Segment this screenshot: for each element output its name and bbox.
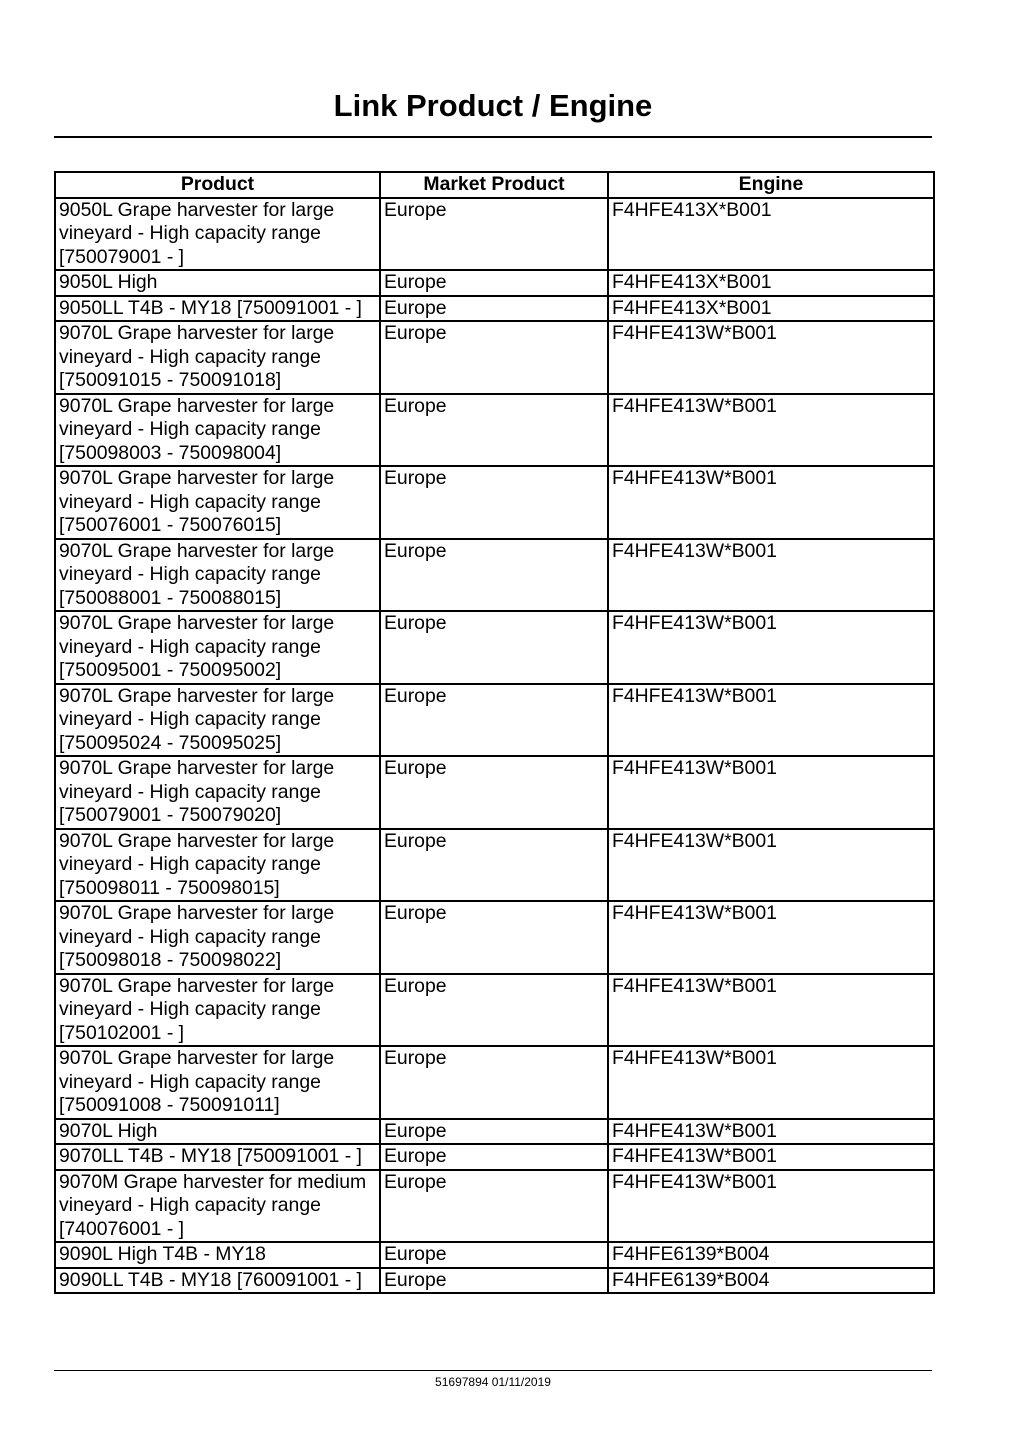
cell-product: 9070L High [55, 1119, 380, 1145]
cell-product: 9070L Grape harvester for large vineyard - High capacity range [750079001 - 750079020] [55, 756, 380, 829]
table-row [55, 974, 934, 1047]
cell-market-product: Europe [380, 756, 608, 829]
table-row [55, 1144, 934, 1170]
table-row [55, 756, 934, 829]
cell-engine: F4HFE413W*B001 [608, 756, 934, 829]
cell-market-product: Europe [380, 1242, 608, 1268]
table-row [55, 539, 934, 612]
table-row [55, 198, 934, 271]
table-row [55, 1242, 934, 1268]
cell-engine: F4HFE413W*B001 [608, 466, 934, 539]
footer-divider [54, 1370, 932, 1371]
title-divider [54, 136, 932, 138]
cell-market-product: Europe [380, 1144, 608, 1170]
table-row [55, 321, 934, 394]
cell-market-product: Europe [380, 901, 608, 974]
cell-market-product: Europe [380, 466, 608, 539]
cell-product: 9090L High T4B - MY18 [55, 1242, 380, 1268]
cell-product: 9070L Grape harvester for large vineyard - High capacity range [750091015 - 750091018] [55, 321, 380, 394]
cell-engine: F4HFE413W*B001 [608, 1046, 934, 1119]
cell-product: 9070L Grape harvester for large vineyard - High capacity range [750095001 - 750095002] [55, 611, 380, 684]
cell-engine: F4HFE413W*B001 [608, 321, 934, 394]
cell-engine: F4HFE413X*B001 [608, 296, 934, 322]
table-row [55, 829, 934, 902]
cell-market-product: Europe [380, 974, 608, 1047]
cell-market-product: Europe [380, 684, 608, 757]
cell-product: 9070L Grape harvester for large vineyard - High capacity range [750098011 - 750098015] [55, 829, 380, 902]
cell-product: 9070L Grape harvester for large vineyard - High capacity range [750102001 - ] [55, 974, 380, 1047]
cell-engine: F4HFE413W*B001 [608, 829, 934, 902]
cell-engine: F4HFE413W*B001 [608, 611, 934, 684]
cell-engine: F4HFE6139*B004 [608, 1242, 934, 1268]
cell-market-product: Europe [380, 611, 608, 684]
table-header-row [55, 172, 934, 198]
cell-engine: F4HFE413W*B001 [608, 394, 934, 467]
table-row [55, 684, 934, 757]
product-engine-table [54, 171, 935, 1294]
cell-engine: F4HFE413W*B001 [608, 684, 934, 757]
cell-product: 9070M Grape harvester for medium vineyard - High capacity range [740076001 - ] [55, 1170, 380, 1243]
table-row [55, 270, 934, 296]
cell-product: 9070L Grape harvester for large vineyard - High capacity range [750095024 - 750095025] [55, 684, 380, 757]
cell-product: 9070L Grape harvester for large vineyard - High capacity range [750091008 - 750091011] [55, 1046, 380, 1119]
cell-engine: F4HFE413W*B001 [608, 901, 934, 974]
cell-market-product: Europe [380, 829, 608, 902]
cell-market-product: Europe [380, 1170, 608, 1243]
cell-market-product: Europe [380, 321, 608, 394]
cell-engine: F4HFE413W*B001 [608, 974, 934, 1047]
cell-engine: F4HFE413W*B001 [608, 1170, 934, 1243]
table-row [55, 394, 934, 467]
table-row [55, 1268, 934, 1294]
table-row [55, 1170, 934, 1243]
cell-engine: F4HFE6139*B004 [608, 1268, 934, 1294]
cell-market-product: Europe [380, 296, 608, 322]
table-row [55, 901, 934, 974]
cell-product: 9050LL T4B - MY18 [750091001 - ] [55, 296, 380, 322]
cell-engine: F4HFE413W*B001 [608, 539, 934, 612]
cell-product: 9070L Grape harvester for large vineyard - High capacity range [750098018 - 750098022] [55, 901, 380, 974]
table-row [55, 1046, 934, 1119]
cell-engine: F4HFE413X*B001 [608, 198, 934, 271]
column-header-product: Product [55, 172, 380, 198]
cell-market-product: Europe [380, 270, 608, 296]
cell-product: 9070L Grape harvester for large vineyard - High capacity range [750098003 - 750098004] [55, 394, 380, 467]
cell-engine: F4HFE413W*B001 [608, 1144, 934, 1170]
cell-market-product: Europe [380, 198, 608, 271]
table-row [55, 296, 934, 322]
cell-market-product: Europe [380, 1046, 608, 1119]
cell-market-product: Europe [380, 1119, 608, 1145]
page-title: Link Product / Engine [333, 88, 653, 123]
cell-product: 9050L Grape harvester for large vineyard - High capacity range [750079001 - ] [55, 198, 380, 271]
table-row [55, 1119, 934, 1145]
cell-product: 9050L High [55, 270, 380, 296]
cell-product: 9070L Grape harvester for large vineyard - High capacity range [750088001 - 750088015] [55, 539, 380, 612]
cell-market-product: Europe [380, 539, 608, 612]
cell-product: 9070LL T4B - MY18 [750091001 - ] [55, 1144, 380, 1170]
table-body [55, 198, 934, 1294]
cell-product: 9070L Grape harvester for large vineyard - High capacity range [750076001 - 750076015] [55, 466, 380, 539]
cell-market-product: Europe [380, 1268, 608, 1294]
table-row [55, 466, 934, 539]
column-header-engine: Engine [608, 172, 934, 198]
cell-engine: F4HFE413W*B001 [608, 1119, 934, 1145]
page-footer: 51697894 01/11/2019 [435, 1375, 551, 1389]
cell-engine: F4HFE413X*B001 [608, 270, 934, 296]
table-row [55, 611, 934, 684]
cell-market-product: Europe [380, 394, 608, 467]
column-header-market-product: Market Product [380, 172, 608, 198]
cell-product: 9090LL T4B - MY18 [760091001 - ] [55, 1268, 380, 1294]
